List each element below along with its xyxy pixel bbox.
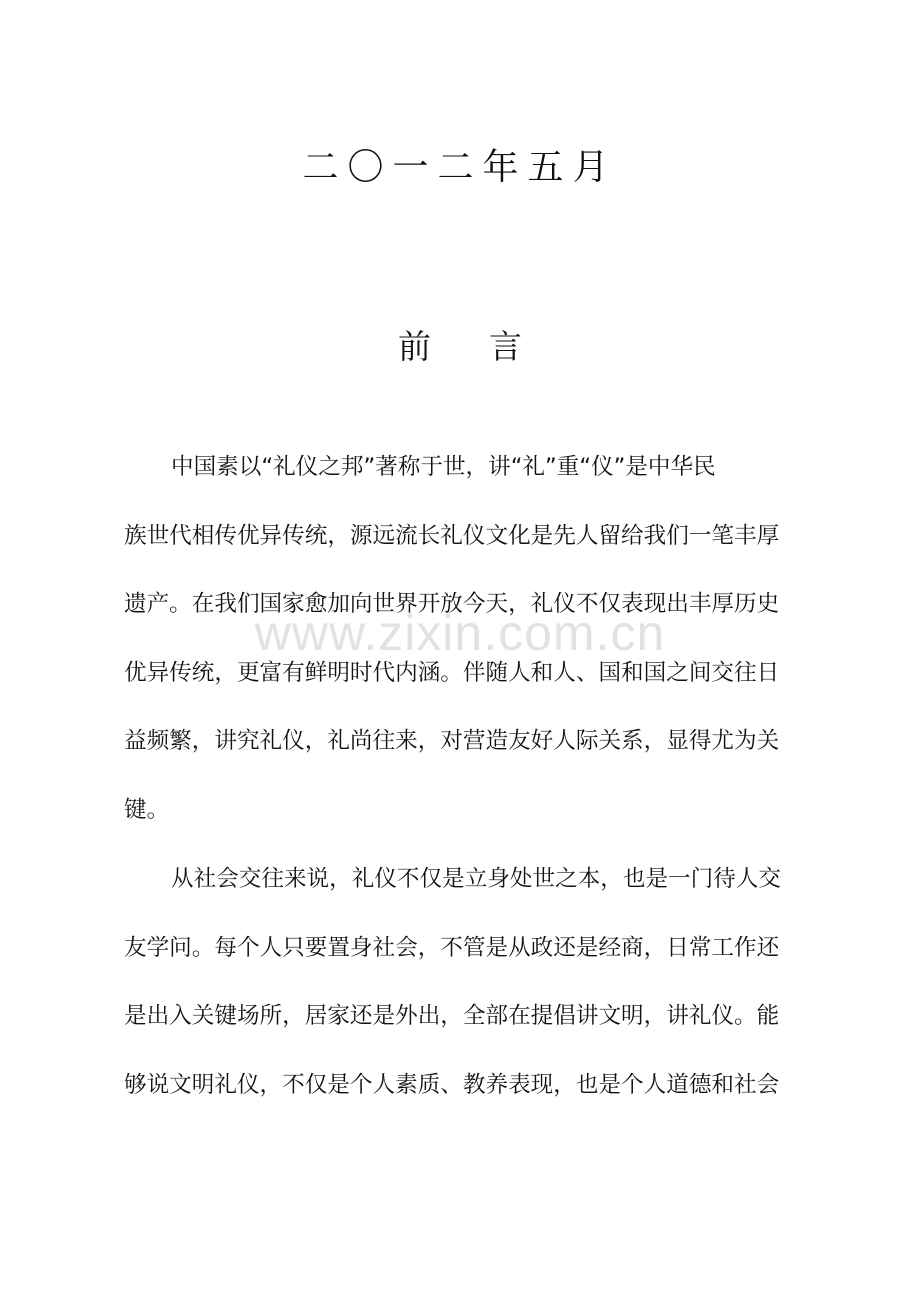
document-date: 二〇一二年五月 xyxy=(302,147,618,188)
section-heading xyxy=(0,325,920,369)
text-line: 族世代相传优异传统，源远流长礼仪文化是先人留给我们一笔丰厚 xyxy=(124,522,780,549)
text-line: 从社会交往来说，礼仪不仅是立身处世之本，也是一门待人交 xyxy=(171,866,782,892)
watermark: www.zixin.com.cn xyxy=(254,605,666,661)
paragraph-2 xyxy=(124,845,796,1119)
text-line: 是出入关键场所，居家还是外出，全部在提倡讲文明，讲礼仪。能 xyxy=(124,1003,780,1029)
text-line: 中国素以“礼仪之邦”著称于世，讲“礼”重“仪”是中华民 xyxy=(171,454,716,480)
heading-char-1: 前 xyxy=(398,327,431,366)
text-line: 遗产。在我们国家愈加向世界开放今天，礼仪不仅表现出丰厚历史 xyxy=(124,591,780,617)
heading-char-2: 言 xyxy=(489,327,522,366)
text-line: 益频繁，讲究礼仪，礼尚往来，对营造友好人际关系，显得尤为关 xyxy=(124,728,780,754)
paragraph-1 xyxy=(124,433,796,844)
text-line: 键。 xyxy=(124,796,170,823)
text-line: 友学问。每个人只要置身社会，不管是从政还是经商，日常工作还 xyxy=(124,934,780,961)
text-line: 够说文明礼仪，不仅是个人素质、教养表现，也是个人道德和社会 xyxy=(124,1071,780,1098)
text-line: 优异传统，更富有鲜明时代内涵。伴随人和人、国和国之间交往日 xyxy=(124,659,780,686)
